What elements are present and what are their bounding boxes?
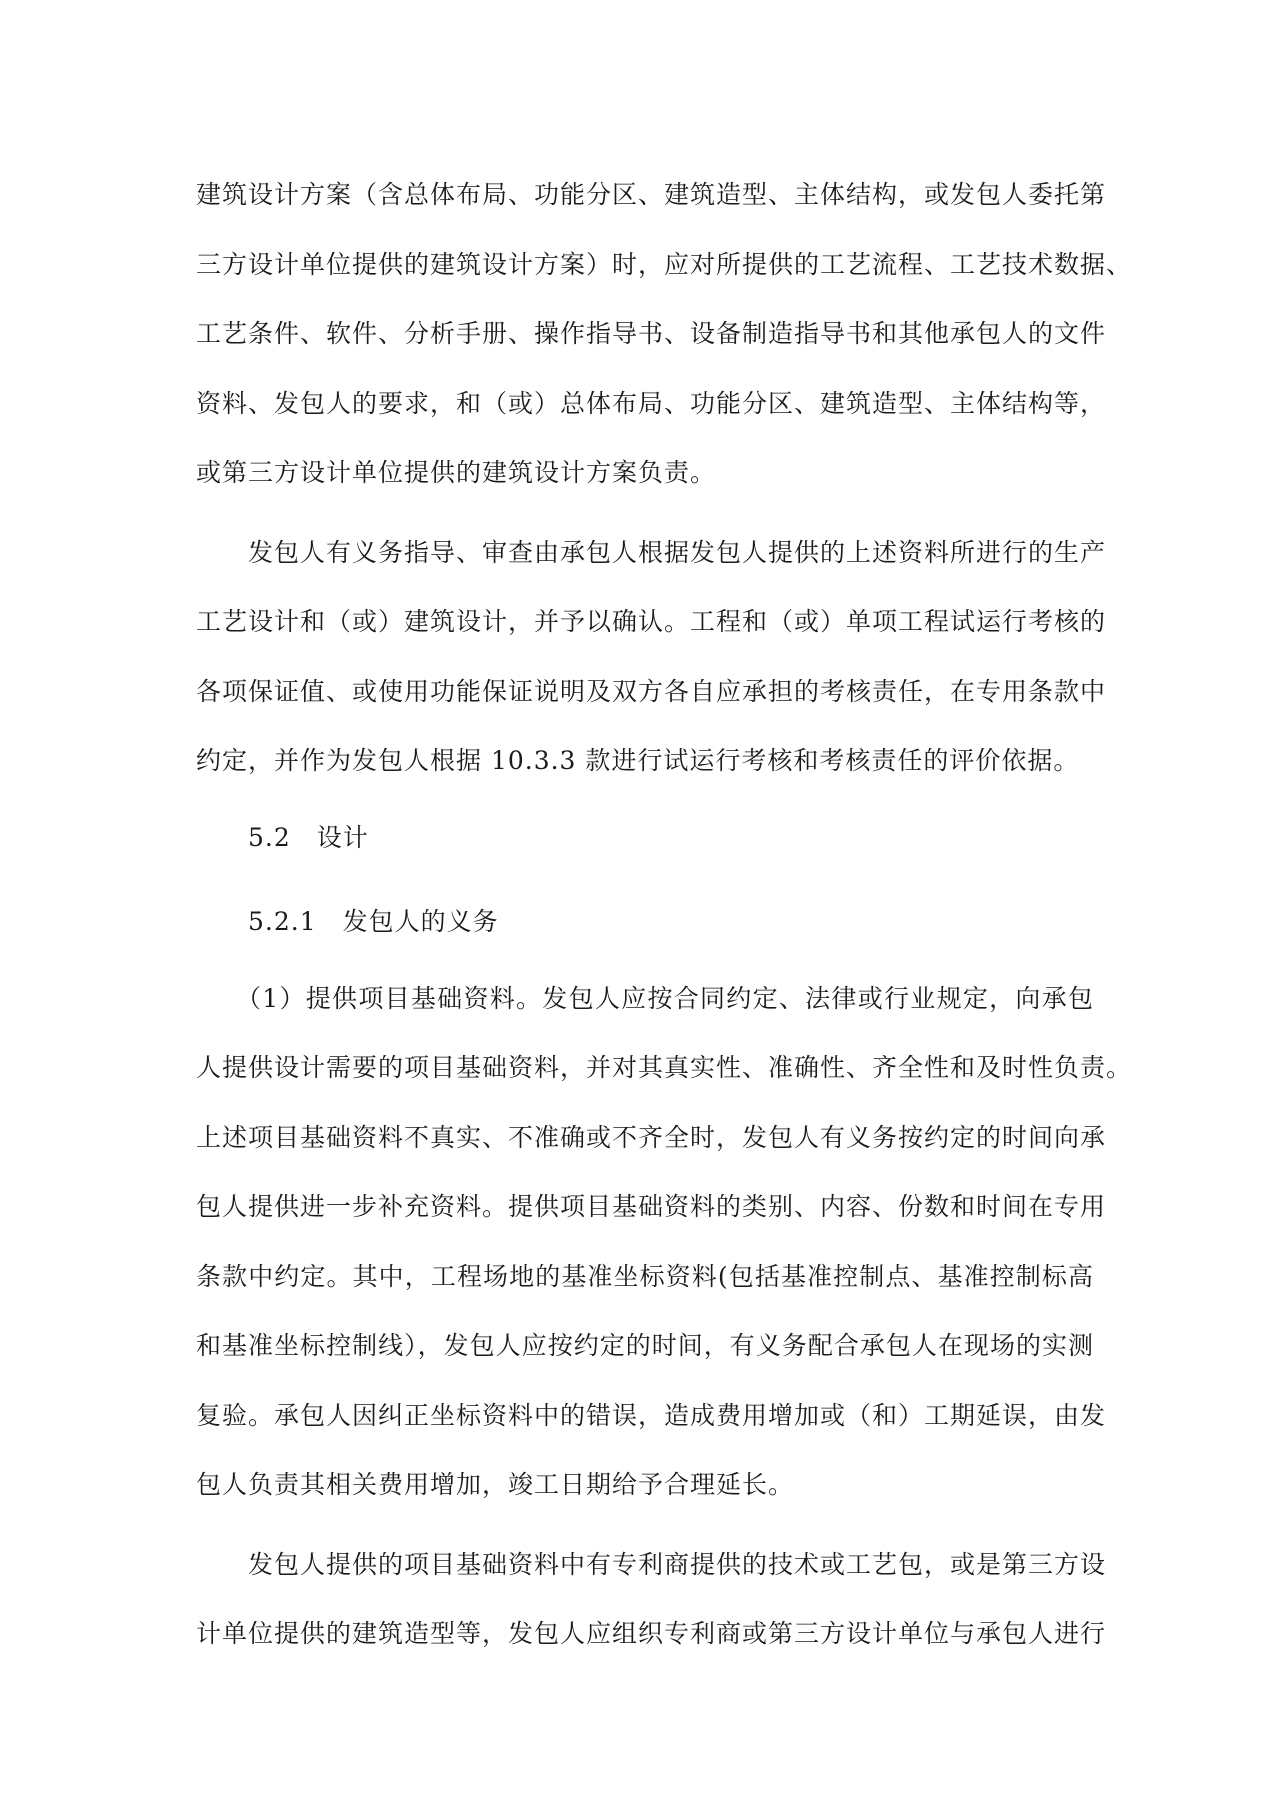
text-line: 包人负责其相关费用增加，竣工日期给予合理延长。: [196, 1470, 795, 1499]
section-heading-5-2: [196, 796, 1094, 880]
paragraph-design-responsibility: [196, 160, 1133, 508]
text-line: 包人提供进一步补充资料。提供项目基础资料的类别、内容、份数和时间在专用: [196, 1192, 1107, 1221]
text-line: （1）提供项目基础资料。发包人应按合同约定、法律或行业规定，向承包: [236, 983, 1094, 1013]
text-line: 或第三方设计单位提供的建筑设计方案负责。: [196, 458, 717, 487]
section-title: 发包人的义务: [342, 906, 499, 936]
paragraph-patent-package: [196, 1530, 1107, 1669]
text-line: 人提供设计需要的项目基础资料，并对其真实性、准确性、齐全性和及时性负责。: [196, 1053, 1133, 1082]
text-line: 资料、发包人的要求，和（或）总体布局、功能分区、建筑造型、主体结构等，: [196, 388, 1107, 418]
text-line: 约定，并作为发包人根据 10.3.3 款进行试运行考核和考核责任的评价依据。: [196, 746, 1080, 775]
text-line: 三方设计单位提供的建筑设计方案）时，应对所提供的工艺流程、工艺技术数据、: [196, 249, 1133, 279]
section-number: 5.2.1: [248, 906, 317, 936]
text-line: 发包人提供的项目基础资料中有专利商提供的技术或工艺包，或是第三方设: [248, 1549, 1107, 1579]
text-line: 上述项目基础资料不真实、不准确或不齐全时，发包人有义务按约定的时间向承: [196, 1122, 1107, 1152]
text-line: 各项保证值、或使用功能保证说明及双方各自应承担的考核责任，在专用条款中: [196, 676, 1107, 706]
section-number: 5.2: [248, 822, 291, 852]
text-line: 条款中约定。其中，工程场地的基准坐标资料(包括基准控制点、基准控制标高: [196, 1261, 1094, 1291]
text-line: 复验。承包人因纠正坐标资料中的错误，造成费用增加或（和）工期延误，由发: [196, 1400, 1107, 1430]
section-title: 设计: [316, 822, 369, 852]
section-heading-5-2-1: [196, 880, 1094, 964]
text-line: 计单位提供的建筑造型等，发包人应组织专利商或第三方设计单位与承包人进行: [196, 1619, 1107, 1648]
text-line: 建筑设计方案（含总体布局、功能分区、建筑造型、主体结构，或发包人委托第: [196, 180, 1107, 209]
text-line: 和基准坐标控制线），发包人应按约定的时间，有义务配合承包人在现场的实测: [196, 1331, 1094, 1360]
paragraph-basic-data: [196, 964, 1133, 1520]
text-line: 工艺条件、软件、分析手册、操作指导书、设备制造指导书和其他承包人的文件: [196, 319, 1107, 348]
document-page: [196, 160, 1133, 1669]
paragraph-employer-review: [196, 518, 1107, 796]
text-line: 发包人有义务指导、审查由承包人根据发包人提供的上述资料所进行的生产: [248, 537, 1107, 567]
text-line: 工艺设计和（或）建筑设计，并予以确认。工程和（或）单项工程试运行考核的: [196, 607, 1107, 636]
